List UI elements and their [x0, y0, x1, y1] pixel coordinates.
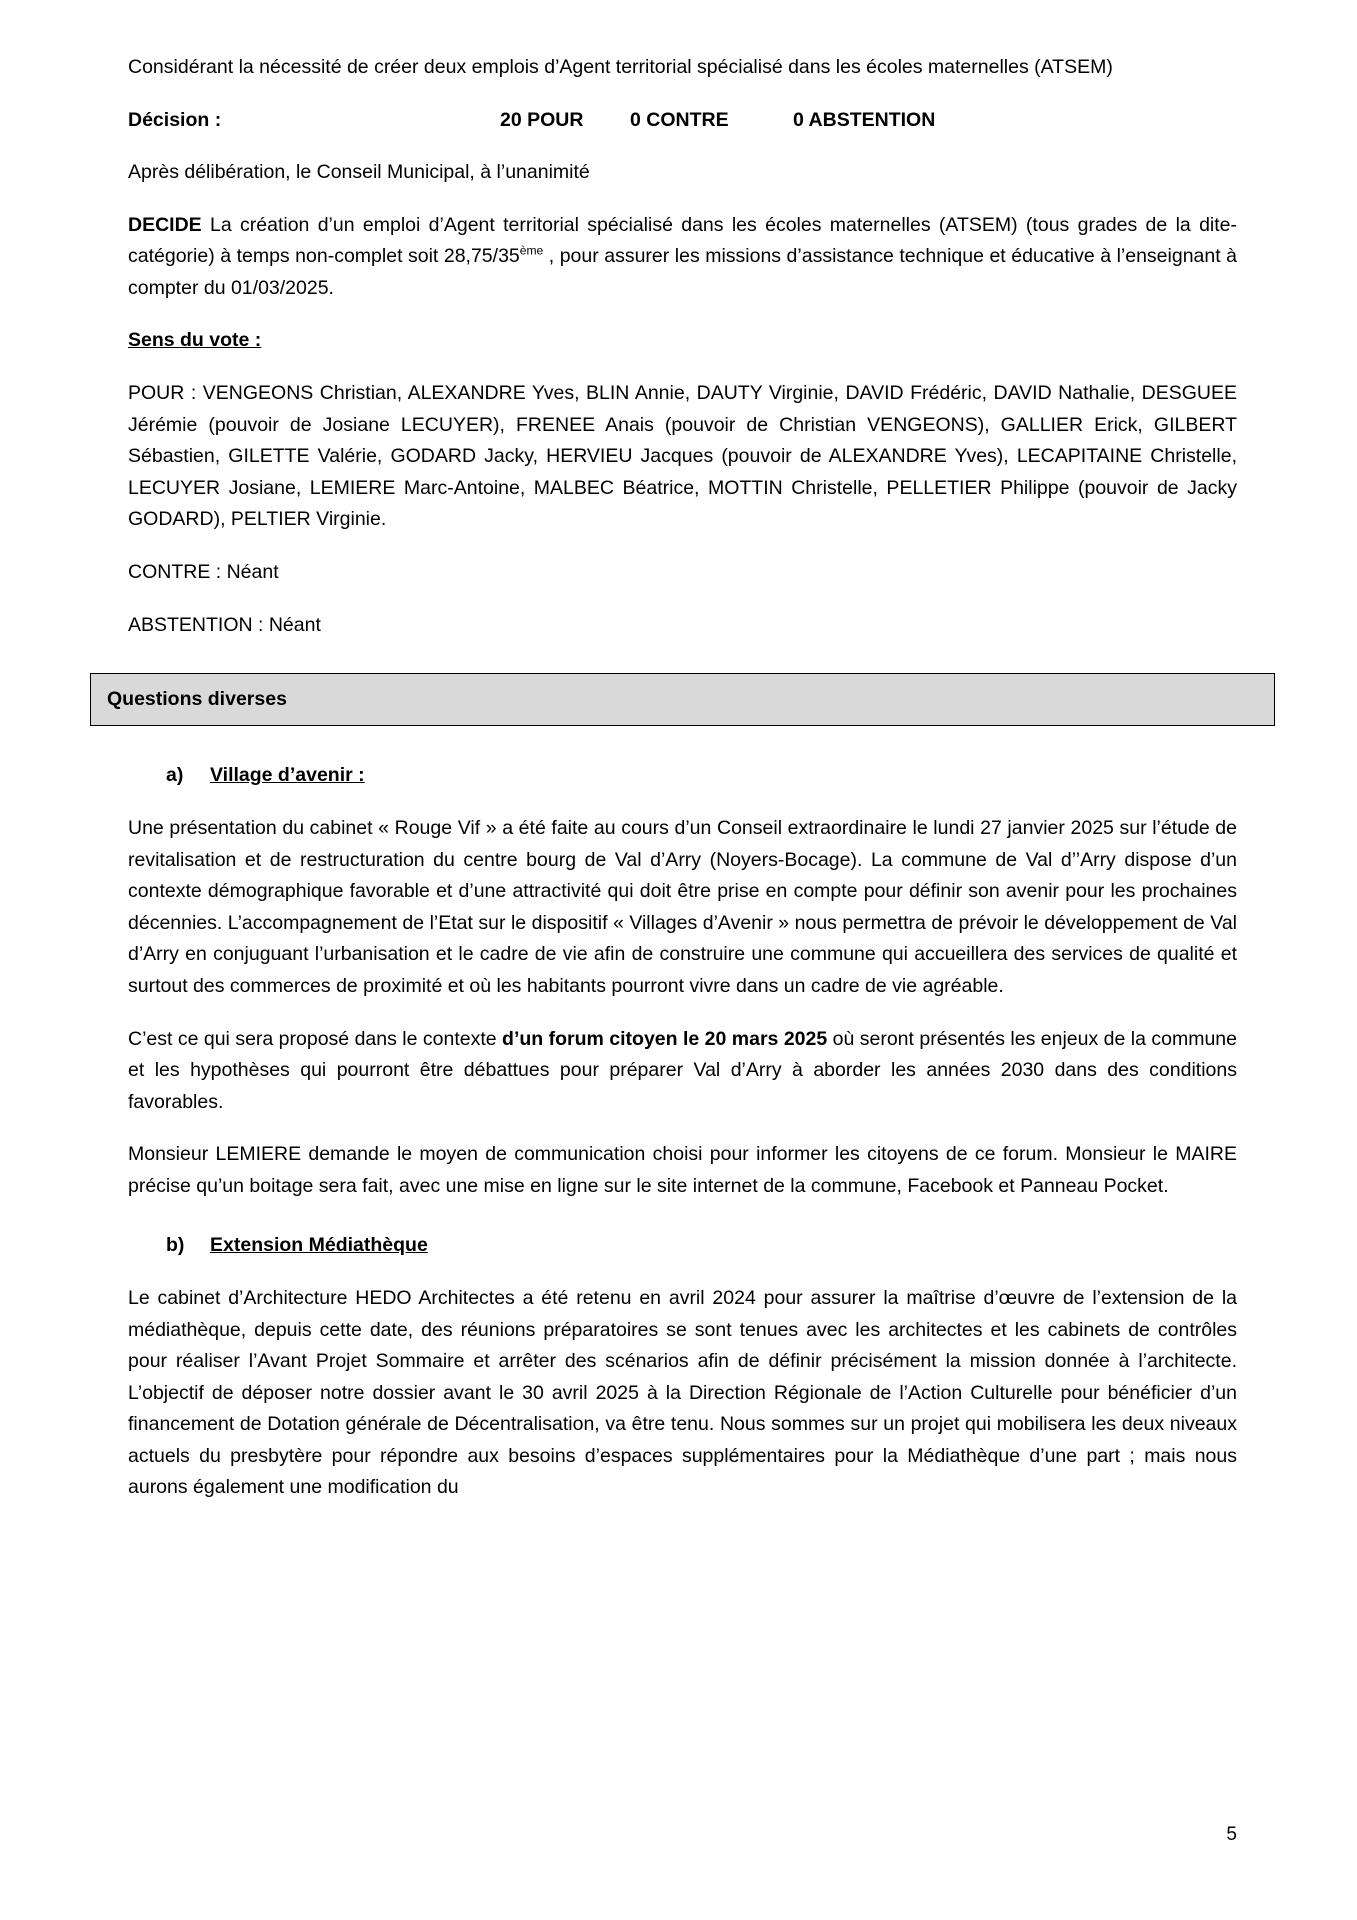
forum-date-highlight: d’un forum citoyen le 20 mars 2025 [502, 1027, 828, 1050]
document-body [107, 52, 1237, 1504]
decide-superscript: ème [519, 243, 544, 258]
vote-contre-line: CONTRE : Néant [128, 560, 279, 583]
sens-du-vote-heading [128, 325, 1237, 357]
deliberation-line: Après délibération, le Conseil Municipal, à l’unanimité [128, 161, 590, 184]
decision-votes-for: 20 POUR [500, 108, 584, 131]
section-marker-b: b) [166, 1234, 185, 1257]
forum-text-after: où seront présentés les enjeux de la commune et les hypothèses qui pourront être débattues pour préparer Val d’Arry à aborder les années 2030 dans des conditions favorables. [128, 1027, 1237, 1113]
decision-votes-against: 0 CONTRE [630, 108, 729, 131]
sens-du-vote-label: Sens du vote : [128, 329, 262, 352]
decision-abstentions: 0 ABSTENTION [793, 108, 936, 131]
decision-label: Décision : [128, 108, 222, 131]
communication-paragraph: Monsieur LEMIERE demande le moyen de communication choisi pour informer les citoyens de ce forum. Monsieur le MAIRE précise qu’un boitage sera fait, avec une mise en ligne sur le site internet de la commune, Facebook et Panneau Pocket. [128, 1143, 1237, 1197]
section-item-a [128, 760, 1237, 792]
questions-diverses-title: Questions diverses [107, 688, 287, 711]
forum-text-before: C’est ce qui sera proposé dans le contexte [128, 1027, 503, 1050]
decide-keyword: DECIDE [128, 213, 202, 236]
mediatheque-paragraph: Le cabinet d’Architecture HEDO Architectes a été retenu en avril 2024 pour assurer la maîtrise d’œuvre de l’extension de la médiathèque, depuis cette date, des réunions préparatoires se sont tenues avec les architectes et les cabinets de contrôles pour réaliser l’Avant Projet Sommaire et arrêter des scénarios afin de définir précisément la mission donnée à l’architecte. L’objectif de déposer notre dossier avant le 30 avril 2025 à la Direction Régionale de l’Action Culturelle pour bénéficier d’un financement de Dotation générale de Décentralisation, va être tenu. Nous sommes sur un projet qui mobilisera les deux niveaux actuels du presbytère pour répondre aux besoins d’espaces supplémentaires pour la Médiathèque d’une part ; mais nous aurons également une modification du [128, 1286, 1237, 1499]
page-number: 5 [1226, 1824, 1237, 1845]
decision-row [128, 105, 1237, 137]
decide-paragraph [128, 210, 1237, 305]
forum-citoyen-paragraph [128, 1024, 1237, 1119]
section-marker-a: a) [166, 764, 184, 787]
section-item-b [128, 1230, 1237, 1262]
decide-text-after: , pour assurer les missions d’assistance technique et éducative à l’enseignant à compter du 01/03/2025. [128, 245, 1237, 299]
vote-abstention-line: ABSTENTION : Néant [128, 613, 321, 636]
questions-diverses-banner [90, 673, 1275, 726]
village-davenir-paragraph: Une présentation du cabinet « Rouge Vif » a été faite au cours d’un Conseil extraordinaire le lundi 27 janvier 2025 sur l’étude de revitalisation et de restructuration du centre bourg de Val d’Arry (Noyers-Bocage). La commune de Val d’’Arry dispose d’un contexte démographique favorable et d’une attractivité qui doit être prise en compte pour définir son avenir pour les prochaines décennies. L’accompagnement de l’Etat sur le dispositif « Villages d’Avenir » nous permettra de prévoir le développement de Val d’Arry en conjuguant l’urbanisation et le cadre de vie afin de construire une commune qui accueillera des services de qualité et surtout des commerces de proximité et où les habitants pourront vivre dans un cadre de vie agréable. [128, 817, 1237, 997]
section-title-extension-mediatheque: Extension Médiathèque [210, 1234, 428, 1257]
decide-text-before: La création d’un emploi d’Agent territorial spécialisé dans les écoles maternelles (ATSEM) (tous grades de la dite-catégorie) à temps non-complet soit 28,75/35 [128, 213, 1237, 268]
intro-paragraph: Considérant la nécessité de créer deux emplois d’Agent territorial spécialisé dans les écoles maternelles (ATSEM) [128, 56, 1113, 78]
vote-pour-list: POUR : VENGEONS Christian, ALEXANDRE Yves, BLIN Annie, DAUTY Virginie, DAVID Frédéric, DAVID Nathalie, DESGUEE Jérémie (pouvoir de Josiane LECUYER), FRENEE Anais (pouvoir de Christian VENGEONS), GALLIER Erick, GILBERT Sébastien, GILETTE Valérie, GODARD Jacky, HERVIEU Jacques (pouvoir de ALEXANDRE Yves), LECAPITAINE Christelle, LECUYER Josiane, LEMIERE Marc-Antoine, MALBEC Béatrice, MOTTIN Christelle, PELLETIER Philippe (pouvoir de Jacky GODARD), PELTIER Virginie. [128, 382, 1237, 531]
section-title-village-davenir: Village d’avenir : [210, 764, 365, 787]
